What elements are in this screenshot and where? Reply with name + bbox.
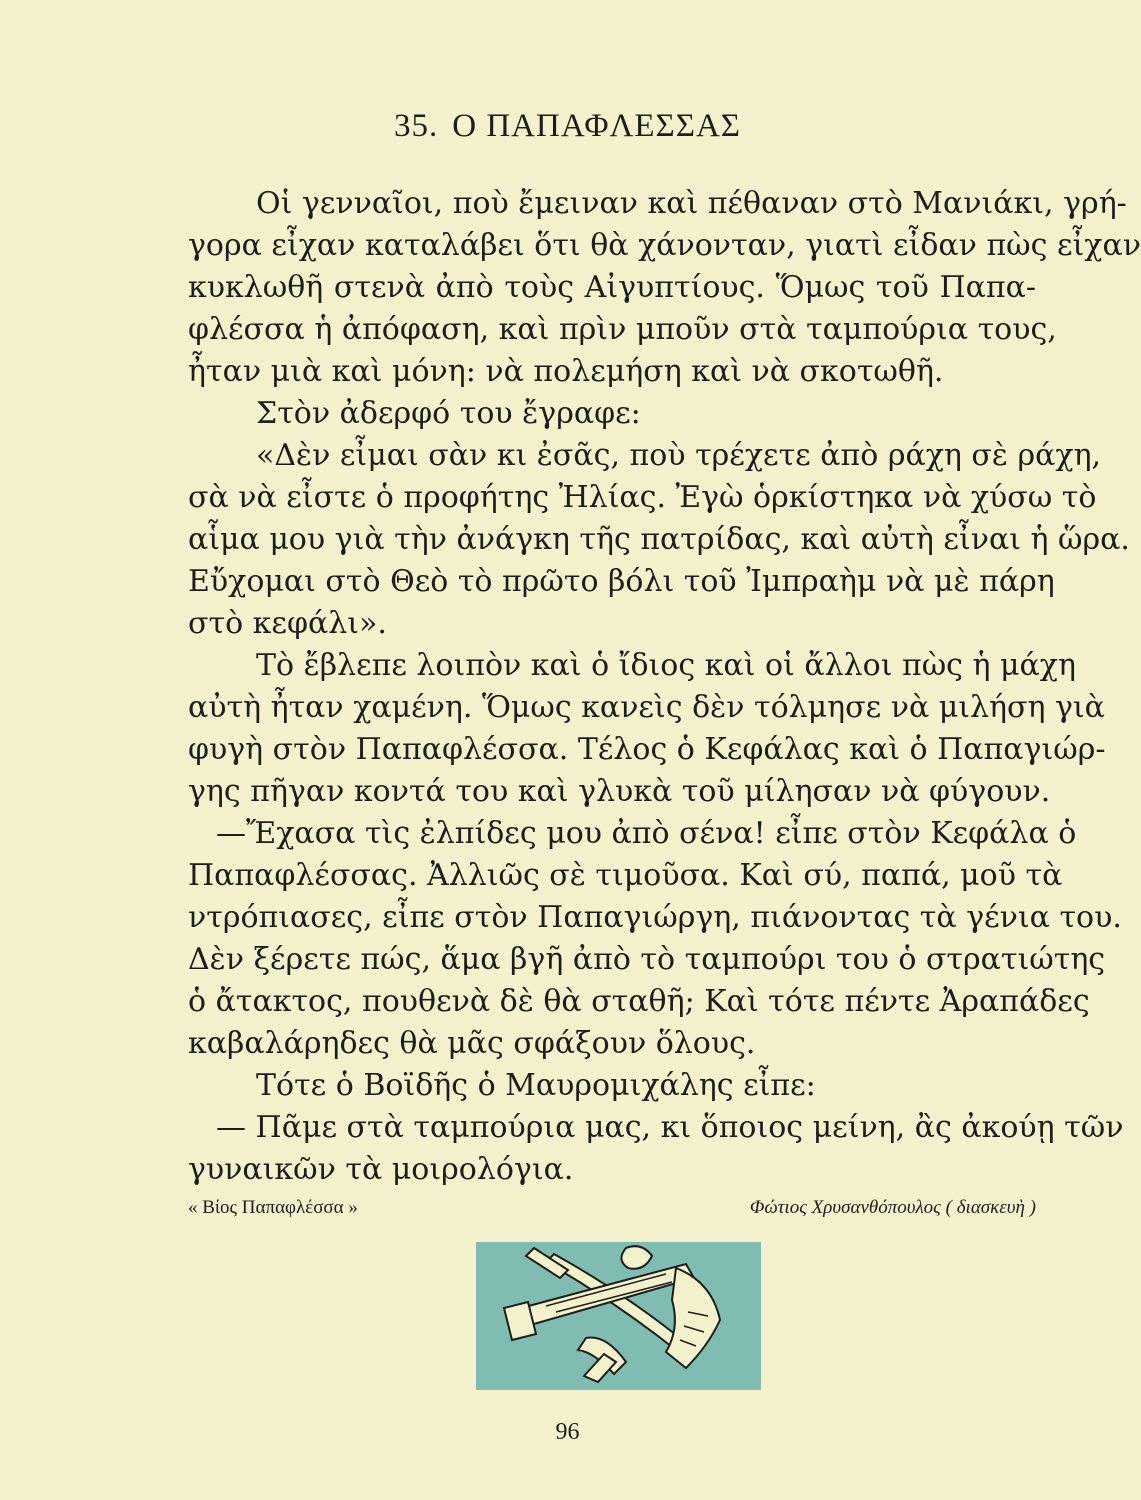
text-line: Οἱ γενναῖοι, ποὺ ἔμειναν καὶ πέθαναν στὸ Μανιάκι, γρή- [256, 186, 1127, 221]
text-line: Τότε ὁ Βοϊδῆς ὁ Μαυρομιχάλης εἶπε: [256, 1068, 816, 1103]
text-line: αὐτὴ ἦταν χαμένη. Ὅμως κανεὶς δὲν τόλμησε νὰ μιλήση γιὰ [188, 690, 1105, 725]
text-line: — Πᾶμε στὰ ταμπούρια μας, κι ὅποιος μείνη, ἂς ἀκούῃ τῶν [216, 1110, 1124, 1145]
text-line: ὁ ἄτακτος, πουθενὰ δὲ θὰ σταθῆ; Καὶ τότε πέντε Ἀραπάδες [188, 984, 1090, 1019]
source-author: Φώτιος Χρυσανθόπουλος ( διασκευὴ ) [749, 1197, 1036, 1218]
source-work-title: « Βίος Παπαφλέσσα » [188, 1197, 358, 1218]
crossed-pistol-and-saber-icon [476, 1242, 761, 1390]
text-line: «Δὲν εἶμαι σὰν κι ἐσᾶς, ποὺ τρέχετε ἀπὸ ράχη σὲ ράχη, [256, 438, 1102, 473]
text-line: αἷμα μου γιὰ τὴν ἀνάγκη τῆς πατρίδας, καὶ αὐτὴ εἶναι ἡ ὥρα. [188, 522, 1130, 557]
text-line: γης πῆγαν κοντά του καὶ γλυκὰ τοῦ μίλησαν νὰ φύγουν. [188, 774, 1051, 809]
text-line: φλέσσα ἡ ἀπόφαση, καὶ πρὶν μποῦν στὰ ταμπούρια τους, [188, 312, 1057, 347]
story-text [188, 183, 1141, 1191]
ornament-illustration [476, 1242, 761, 1390]
text-line: σὰ νὰ εἶστε ὁ προφήτης Ἠλίας. Ἐγὼ ὁρκίστηκα νὰ χύσω τὸ [188, 480, 1097, 515]
text-line: Παπαφλέσσας. Ἀλλιῶς σὲ τιμοῦσα. Καὶ σύ, παπά, μοῦ τὰ [188, 858, 1063, 893]
chapter-title: Ο ΠΑΠΑΦΛΕΣΣΑΣ [452, 108, 741, 144]
text-line: κυκλωθῆ στενὰ ἀπὸ τοὺς Αἰγυπτίους. Ὅμως τοῦ Παπα- [188, 270, 1036, 305]
text-line: γορα εἶχαν καταλάβει ὅτι θὰ χάνονταν, γιατὶ εἶδαν πὼς εἶχαν [188, 228, 1141, 263]
text-line: Δὲν ξέρετε πώς, ἅμα βγῆ ἀπὸ τὸ ταμπούρι του ὁ στρατιώτης [188, 942, 1106, 977]
text-line: στὸ κεφάλι». [188, 606, 387, 641]
text-line: —Ἔχασα τὶς ἐλπίδες μου ἀπὸ σένα! εἶπε στὸν Κεφάλα ὁ [216, 816, 1077, 851]
text-line: καβαλάρηδες θὰ μᾶς σφάξουν ὅλους. [188, 1026, 756, 1061]
text-line: ἦταν μιὰ καὶ μόνη: νὰ πολεμήση καὶ νὰ σκοτωθῆ. [188, 354, 944, 389]
text-line: Τὸ ἔβλεπε λοιπὸν καὶ ὁ ἴδιος καὶ οἱ ἄλλοι πὼς ἡ μάχη [256, 648, 1076, 683]
chapter-number: 35. [394, 108, 439, 144]
text-line: Στὸν ἀδερφό του ἔγραφε: [256, 396, 641, 431]
text-line: γυναικῶν τὰ μοιρολόγια. [188, 1152, 574, 1187]
text-line: Εὔχομαι στὸ Θεὸ τὸ πρῶτο βόλι τοῦ Ἰμπραὴμ νὰ μὲ πάρη [188, 564, 1055, 599]
page-number: 96 [555, 1419, 580, 1445]
text-line: φυγὴ στὸν Παπαφλέσσα. Τέλος ὁ Κεφάλας καὶ ὁ Παπαγιώρ- [188, 732, 1106, 767]
text-line: ντρόπιασες, εἶπε στὸν Παπαγιώργη, πιάνοντας τὰ γένια του. [188, 900, 1122, 935]
source-citation [188, 1197, 1036, 1219]
chapter-heading [0, 108, 1135, 145]
